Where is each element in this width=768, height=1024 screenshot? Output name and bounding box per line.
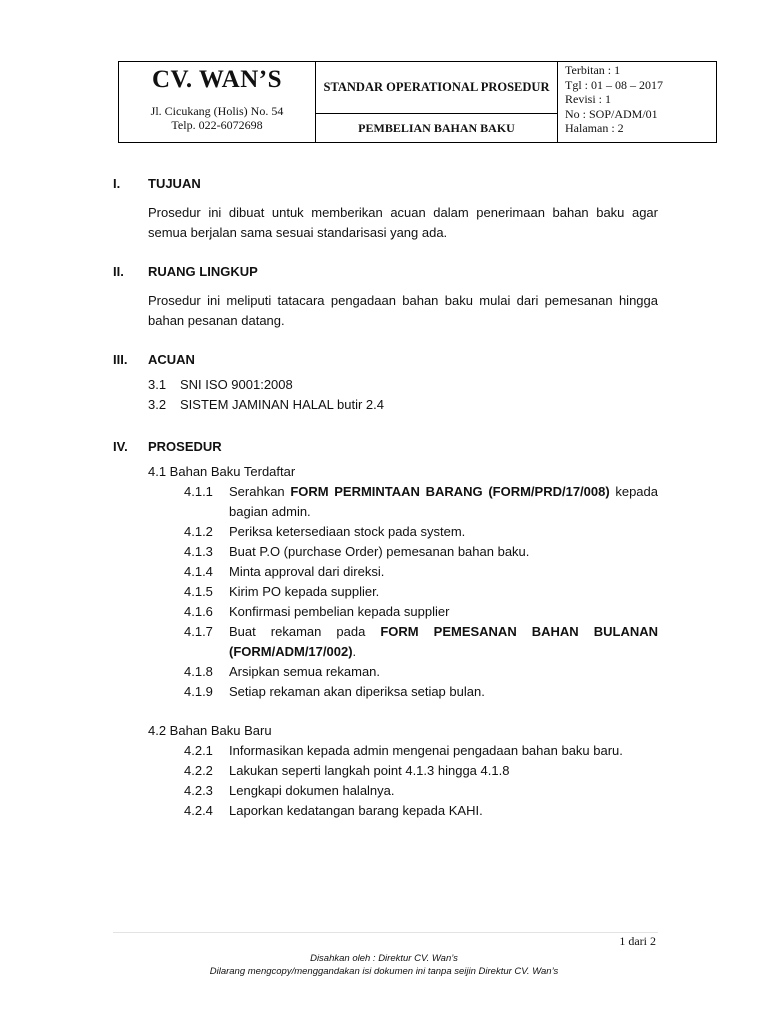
list-item [184, 801, 658, 821]
list-item [184, 682, 658, 702]
section-number: I. [113, 176, 121, 191]
company-address [119, 104, 315, 132]
item-number: 4.1.2 [184, 524, 213, 539]
footer-notice: Dilarang mengcopy/menggandakan isi dokumen ini tanpa seijin Direktur CV. Wan’s [209, 966, 559, 977]
section-title: RUANG LINGKUP [148, 264, 258, 279]
item-text: Periksa ketersediaan stock pada system. [229, 524, 466, 539]
list-item [184, 622, 658, 662]
item-number: 4.1.9 [184, 684, 213, 699]
subsection-title-4-1: 4.1 Bahan Baku Terdaftar [148, 464, 296, 479]
company-name: CV. WAN’S [151, 66, 282, 93]
list-item [184, 522, 658, 542]
list-item [184, 761, 658, 781]
meta-halaman: Halaman : 2 [565, 121, 624, 135]
section-paragraph: Prosedur ini meliputi tatacara pengadaan bahan baku mulai dari pemesanan hingga bahan pesanan datang. [148, 293, 658, 328]
item-number: 4.2.4 [184, 803, 213, 818]
section-number: II. [113, 264, 124, 279]
section-title: ACUAN [148, 352, 195, 367]
item-number: 4.2.3 [184, 783, 213, 798]
section-title: TUJUAN [148, 176, 201, 191]
list-item [184, 741, 658, 761]
section-heading [113, 264, 658, 279]
footer-divider [113, 932, 658, 933]
item-text: Arsipkan semua rekaman. [229, 664, 381, 679]
list-item [184, 781, 658, 801]
section-heading [113, 176, 658, 191]
document-header-table [118, 61, 717, 143]
form-reference: FORM PERMINTAAN BARANG (FORM/PRD/17/008) [290, 484, 610, 499]
item-number: 4.1.6 [184, 604, 213, 619]
section-heading [113, 439, 658, 454]
item-text [229, 482, 658, 522]
item-number: 3.1 [148, 377, 167, 392]
item-number: 4.1.3 [184, 544, 213, 559]
list-item [184, 542, 658, 562]
meta-revisi: Revisi : 1 [565, 92, 612, 106]
item-number: 4.2.1 [184, 743, 213, 758]
meta-nomor: No : SOP/ADM/01 [565, 106, 658, 121]
item-text [229, 622, 658, 662]
meta-tanggal: Tgl : 01 – 08 – 2017 [565, 77, 663, 92]
section-paragraph: Prosedur ini dibuat untuk memberikan acuan dalam penerimaan bahan baku agar semua berjalan sama sesuai standarisasi yang ada. [148, 205, 658, 240]
item-text: SISTEM JAMINAN HALAL butir 2.4 [180, 397, 384, 412]
phone-line: Telp. 022-6072698 [171, 118, 263, 132]
form-reference: FORM PEMESANAN BAHAN BULANAN (FORM/ADM/17/002) [229, 624, 658, 659]
doc-title: PEMBELIAN BAHAN BAKU [316, 114, 558, 142]
section-title: PROSEDUR [148, 439, 222, 454]
item-number: 4.1.4 [184, 564, 213, 579]
subsection-title-4-2: 4.2 Bahan Baku Baru [148, 723, 272, 738]
section-ruang-lingkup [113, 264, 658, 331]
item-text-part: kepada bagian admin. [229, 484, 658, 519]
item-text: SNI ISO 9001:2008 [180, 377, 293, 392]
item-text: Setiap rekaman akan diperiksa setiap bulan. [229, 684, 485, 699]
list-item [184, 602, 658, 622]
item-number: 4.1.5 [184, 584, 213, 599]
item-text: Lakukan seperti langkah point 4.1.3 hingga 4.1.8 [229, 763, 510, 778]
item-number: 3.2 [148, 397, 167, 412]
item-text-part: Serahkan [229, 484, 291, 499]
item-text: Laporkan kedatangan barang kepada KAHI. [229, 803, 483, 818]
address-line: Jl. Cicukang (Holis) No. 54 [150, 104, 284, 118]
list-item [184, 662, 658, 682]
item-number: 4.1.1 [184, 484, 213, 499]
item-number: 4.2.2 [184, 763, 213, 778]
item-text-part: . [352, 644, 357, 659]
item-text: Konfirmasi pembelian kepada supplier [229, 604, 450, 619]
list-item [184, 562, 658, 582]
footer-approval: Disahkan oleh : Direktur CV. Wan’s [310, 953, 458, 964]
list-item [184, 582, 658, 602]
list-item [148, 375, 658, 395]
section-heading [113, 352, 658, 367]
section-prosedur [113, 439, 658, 821]
section-number: III. [113, 352, 128, 367]
list-item [184, 482, 658, 522]
item-text-part: Buat rekaman pada [229, 624, 381, 639]
page-number: 1 dari 2 [619, 934, 656, 948]
item-text: Lengkapi dokumen halalnya. [229, 783, 395, 798]
item-number: 4.1.8 [184, 664, 213, 679]
section-tujuan [113, 176, 658, 243]
section-number: IV. [113, 439, 128, 454]
company-cell [119, 62, 316, 142]
meta-terbitan: Terbitan : 1 [565, 63, 621, 77]
item-text: Minta approval dari direksi. [229, 564, 385, 579]
item-text: Kirim PO kepada supplier. [229, 584, 380, 599]
section-acuan [113, 352, 658, 415]
list-item [148, 395, 658, 415]
item-number: 4.1.7 [184, 624, 213, 639]
item-text: Buat P.O (purchase Order) pemesanan bahan baku. [229, 544, 530, 559]
item-text: Informasikan kepada admin mengenai pengadaan bahan baku baru. [229, 743, 623, 758]
doc-type: STANDAR OPERATIONAL PROSEDUR [316, 62, 558, 114]
doc-meta [565, 63, 715, 136]
